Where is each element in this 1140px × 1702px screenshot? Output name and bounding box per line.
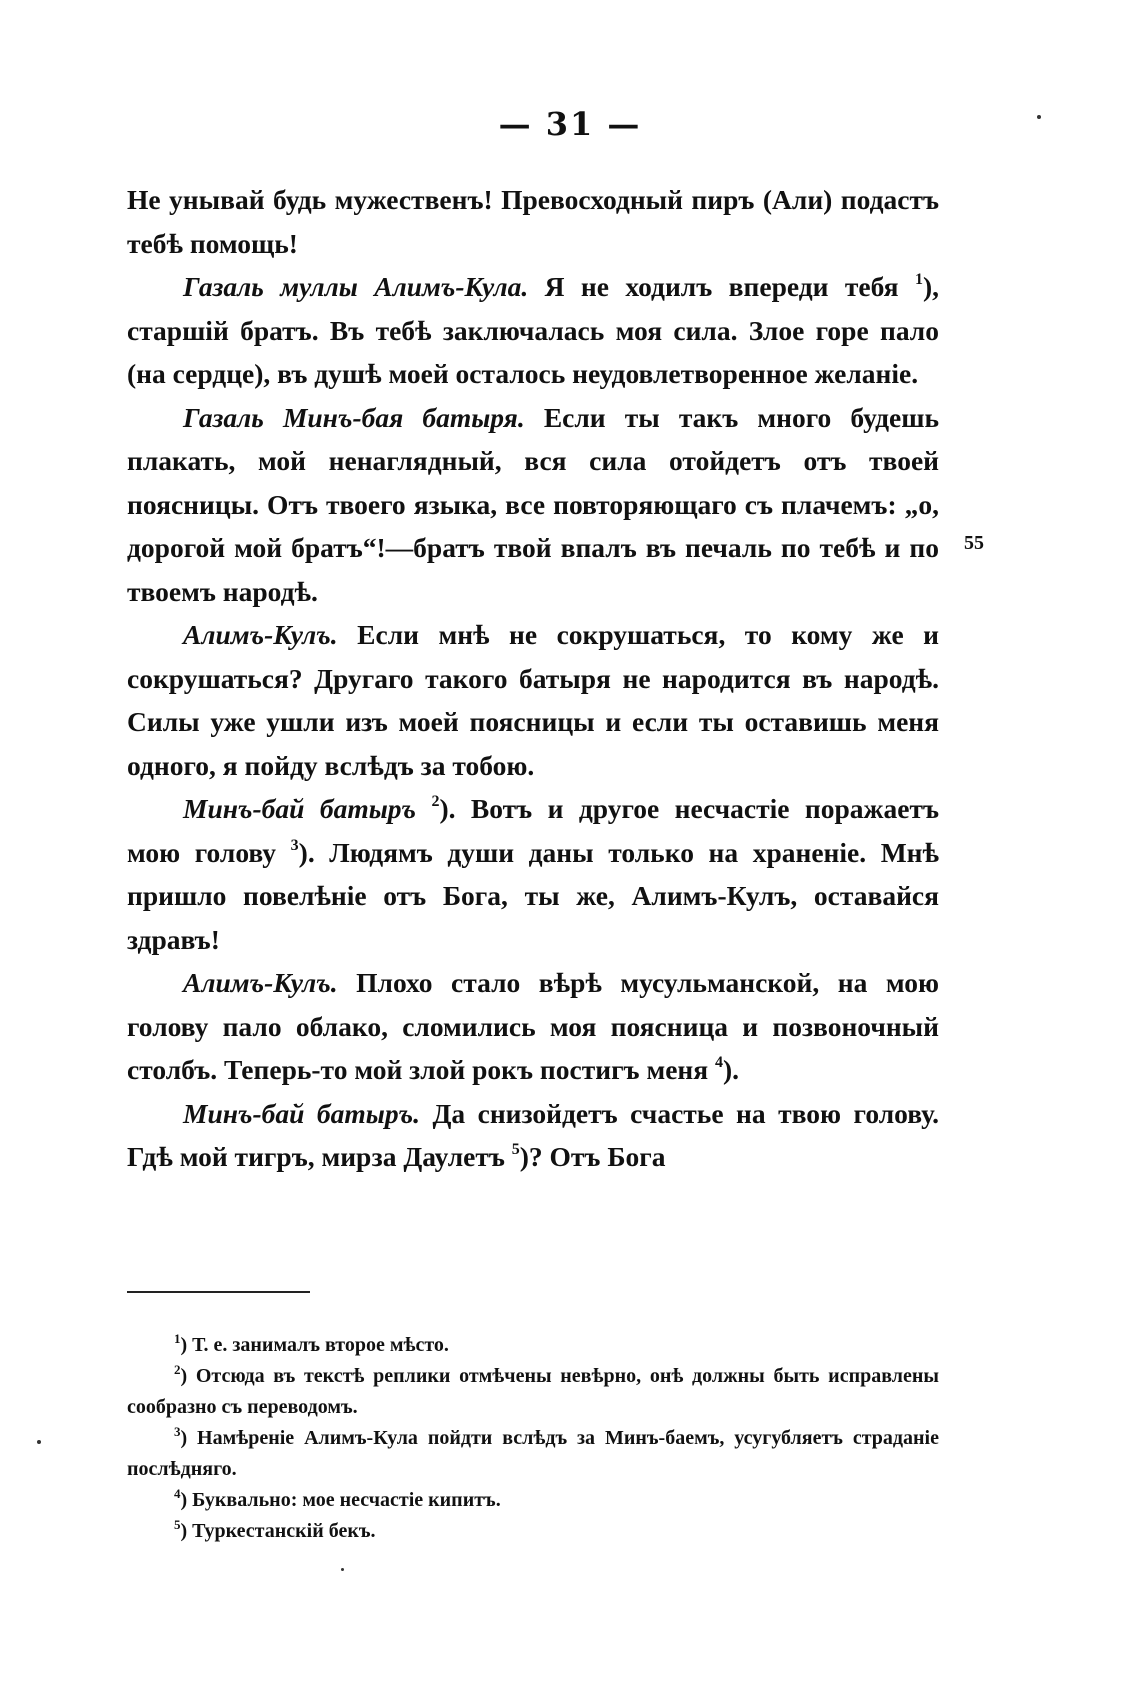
paragraph-2 (127, 265, 939, 396)
paragraph-text: ), старшій братъ. Въ тебѣ заключалась моя сила. Злое горе пало (на сердце), въ душѣ моей осталось неудовлетворенное желаніе. (127, 271, 939, 389)
footnote-4 (127, 1485, 939, 1516)
footnote-text: ) Намѣреніе Алимъ-Кула пойдти вслѣдъ за Минъ-баемъ, усугубляетъ страданіе послѣдняго. (127, 1427, 939, 1480)
paragraph-3 (127, 396, 939, 614)
speaker-label: Газаль Минъ-бая батыря. (183, 401, 525, 433)
paragraph-text: Если ты такъ много будешь плакать, мой ненаглядный, вся сила отойдетъ отъ твоей поясницы. Отъ твоего языка, все повторяющаго съ плачемъ: „о, дорогой мой братъ“!—братъ твой впалъ въ печаль по тебѣ и по твоемъ народѣ. (127, 401, 939, 607)
footnote-text: ) Буквально: мое несчастіе кипитъ. (180, 1489, 501, 1511)
paragraph-text: ). (723, 1054, 740, 1085)
speaker-label: Алимъ-Кулъ. (183, 619, 338, 650)
paragraph-7 (127, 1092, 939, 1179)
footnote-1 (127, 1330, 939, 1361)
footnote-text: ) Т. е. занималъ второе мѣсто. (180, 1334, 449, 1356)
scan-speck (37, 1440, 41, 1444)
paragraph-text: Я не ходилъ впереди тебя (528, 271, 915, 302)
footnote-mark: 2 (174, 1362, 181, 1377)
paragraph-5 (127, 787, 939, 961)
paragraph-text: Плохо стало вѣрѣ мусульманской, на мою голову пало облако, сломились моя поясница и позвоночный столбъ. Теперь-то мой злой рокъ постигъ меня (127, 967, 939, 1085)
paragraph-4 (127, 613, 939, 787)
footnote-3 (127, 1423, 939, 1485)
footnote-mark: 3 (174, 1424, 181, 1439)
footnote-ref[interactable]: 1 (914, 271, 923, 288)
footnote-text: ) Отсюда въ текстѣ реплики отмѣчены невѣрно, онѣ должны быть исправлены сообразно съ переводомъ. (127, 1365, 939, 1418)
footnotes (127, 1330, 939, 1547)
footnote-2 (127, 1361, 939, 1423)
footnote-ref[interactable]: 5 (511, 1141, 520, 1158)
paragraph-text: Не унывай будь мужественъ! Превосходный пиръ (Али) подастъ тебѣ помощь! (127, 184, 939, 259)
paragraph-6 (127, 961, 939, 1092)
main-text (127, 178, 939, 1179)
footnote-text: ) Туркестанскій бекъ. (180, 1520, 376, 1542)
page-number: — 31 — (498, 105, 642, 143)
footnote-mark: 4 (174, 1486, 181, 1501)
footnote-mark: 1 (174, 1331, 181, 1346)
scan-speck (341, 1568, 344, 1571)
paragraph-text: Если мнѣ не сокрушаться, то кому же и сокрушаться? Другаго такого батыря не народится въ народѣ. Силы уже ушли изъ моей поясницы и если ты оставишь меня одного, я пойду вслѣдъ за тобою. (127, 619, 939, 781)
paragraph-text: ). Вотъ и другое несчастіе поражаетъ мою голову (127, 793, 939, 868)
footnote-divider (127, 1291, 310, 1293)
speaker-label: Минъ-бай батыръ (183, 793, 417, 824)
margin-line-number: 55 (964, 532, 984, 554)
footnote-ref[interactable]: 3 (290, 836, 299, 854)
footnote-ref[interactable]: 4 (715, 1054, 724, 1071)
paragraph-text: )? Отъ Бога (519, 1141, 666, 1172)
speaker-label: Газаль муллы Алимъ-Кула. (183, 271, 529, 302)
paragraph-1 (127, 178, 939, 265)
paragraph-text: Да снизойдетъ счастье на твою голову. Гдѣ мой тигръ, мирза Даулетъ (127, 1097, 939, 1172)
footnote-ref[interactable]: 2 (431, 793, 440, 810)
footnote-mark: 5 (174, 1517, 181, 1532)
footnote-5 (127, 1516, 939, 1547)
scan-speck (1037, 115, 1041, 119)
speaker-label: Алимъ-Кулъ. (183, 967, 338, 998)
speaker-label: Минъ-бай батыръ. (183, 1097, 420, 1129)
paragraph-text: ). Людямъ души даны только на храненіе. Мнѣ пришло повелѣніе отъ Бога, ты же, Алимъ-Кулъ, оставайся здравъ! (127, 836, 940, 955)
paragraph-text (416, 793, 431, 824)
